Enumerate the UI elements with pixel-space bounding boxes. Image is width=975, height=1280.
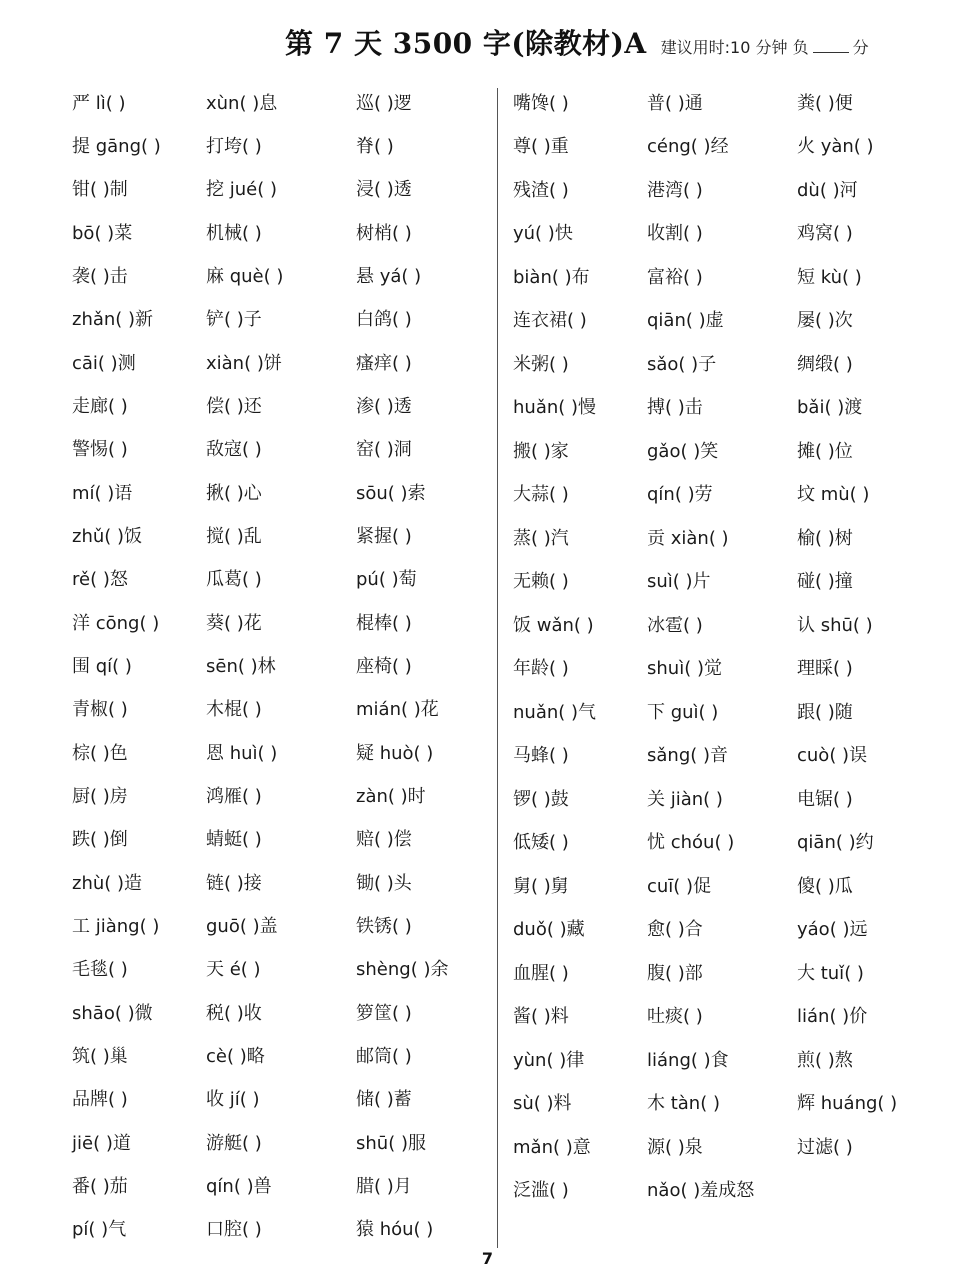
page-header [0,22,975,70]
exercise-item[interactable]: 税( )收 [206,1002,262,1024]
exercise-item[interactable]: 饭 wǎn( ) [513,614,594,636]
exercise-item[interactable]: shuì( )觉 [647,658,722,680]
exercise-item[interactable]: 树梢( ) [356,222,412,244]
exercise-item[interactable]: 收 jí( ) [206,1089,260,1111]
exercise-item[interactable]: 富裕( ) [647,266,703,288]
exercise-item[interactable]: xùn( )息 [206,92,278,114]
exercise-item[interactable]: 严 lì( ) [72,92,126,114]
exercise-item[interactable]: cuò( )误 [797,745,868,767]
exercise-item[interactable]: 提 gāng( ) [72,135,161,157]
exercise-item[interactable]: 源( )泉 [647,1136,703,1158]
exercise-item[interactable]: 紧握( ) [356,525,412,547]
exercise-item[interactable]: 蒸( )汽 [513,527,569,549]
exercise-item[interactable]: liáng( )食 [647,1049,729,1071]
exercise-item[interactable]: 无赖( ) [513,571,569,593]
exercise-item[interactable]: 坟 mù( ) [797,484,870,506]
exercise-item[interactable]: pí( )气 [72,1219,127,1241]
exercise-item[interactable]: yú( )快 [513,223,573,245]
exercise-item[interactable]: 厨( )房 [72,785,128,807]
exercise-item[interactable]: 链( )接 [206,872,262,894]
exercise-item[interactable]: céng( )经 [647,136,729,158]
exercise-item[interactable]: shāo( )微 [72,1002,153,1024]
exercise-item[interactable]: 悬 yá( ) [356,265,422,287]
exercise-item[interactable]: 辉 huáng( ) [797,1093,898,1115]
exercise-item[interactable]: mí( )语 [72,482,133,504]
exercise-item[interactable]: qín( )兽 [206,1175,272,1197]
exercise-item[interactable]: 吐痰( ) [647,1006,703,1028]
exercise-item[interactable]: 嘴馋( ) [513,92,569,114]
exercise-item[interactable]: 脊( ) [356,135,394,157]
exercise-item[interactable]: 葵( )花 [206,612,262,634]
exercise-item[interactable]: sǎo( )子 [647,353,717,375]
exercise-item[interactable]: 偿( )还 [206,395,262,417]
exercise-item[interactable]: 碰( )撞 [797,571,853,593]
exercise-item[interactable]: 搬( )家 [513,440,569,462]
exercise-item[interactable]: nuǎn( )气 [513,701,597,723]
exercise-item[interactable]: jiē( )道 [72,1132,131,1154]
exercise-item[interactable]: 青椒( ) [72,699,128,721]
exercise-item[interactable]: 煎( )熬 [797,1049,853,1071]
exercise-column-5 [641,80,791,1250]
exercise-item[interactable]: 收割( ) [647,223,703,245]
exercise-item[interactable]: 机械( ) [206,222,262,244]
exercise-item[interactable]: 大蒜( ) [513,484,569,506]
right-half [507,80,947,1250]
exercise-item[interactable]: 渗( )透 [356,395,412,417]
exercise-item[interactable]: 鸿雁( ) [206,785,262,807]
exercise-item[interactable]: 游艇( ) [206,1132,262,1154]
exercise-item[interactable]: 忧 chóu( ) [647,832,735,854]
exercise-item[interactable]: 打垮( ) [206,135,262,157]
exercise-item[interactable]: 铲( )子 [206,309,262,331]
exercise-item[interactable]: 连衣裙( ) [513,310,587,332]
exercise-item[interactable]: 邮筒( ) [356,1045,412,1067]
exercise-item[interactable]: 下 guì( ) [647,701,719,723]
exercise-item[interactable]: 鸡窝( ) [797,223,853,245]
exercise-item[interactable]: sǎng( )音 [647,745,729,767]
exercise-item[interactable]: cè( )略 [206,1045,265,1067]
exercise-item[interactable]: 口腔( ) [206,1219,262,1241]
exercise-item[interactable]: 酱( )料 [513,1006,569,1028]
exercise-item[interactable]: 天 é( ) [206,959,261,981]
exercise-item[interactable]: biàn( )布 [513,266,590,288]
exercise-item[interactable]: duǒ( )藏 [513,919,585,941]
score-blank[interactable] [813,38,849,53]
exercise-item[interactable]: 毛毯( ) [72,959,128,981]
exercise-item[interactable]: shèng( )余 [356,959,449,981]
exercise-item[interactable]: 短 kù( ) [797,266,862,288]
exercise-item[interactable]: nǎo( )羞成怒 [647,1180,755,1202]
exercise-item[interactable]: 火 yàn( ) [797,136,874,158]
exercise-item[interactable]: 港湾( ) [647,179,703,201]
exercise-item[interactable]: 舅( )舅 [513,875,569,897]
exercise-item[interactable]: 敌寇( ) [206,439,262,461]
exercise-item[interactable]: 蜻蜓( ) [206,829,262,851]
exercise-item[interactable]: 浸( )透 [356,179,412,201]
exercise-item[interactable]: zhǔ( )饭 [72,525,143,547]
exercise-item[interactable]: 麻 què( ) [206,265,284,287]
exercise-item[interactable]: 榆( )树 [797,527,853,549]
exercise-item[interactable]: bō( )菜 [72,222,133,244]
exercise-item[interactable]: 棍棒( ) [356,612,412,634]
exercise-item[interactable]: 白鸽( ) [356,309,412,331]
exercise-item[interactable]: 关 jiàn( ) [647,788,723,810]
exercise-item[interactable]: 尊( )重 [513,136,569,158]
left-half [66,80,506,1250]
exercise-item[interactable]: mián( )花 [356,699,439,721]
exercise-item[interactable]: 围 qí( ) [72,655,132,677]
exercise-item[interactable]: 巡( )逻 [356,92,412,114]
exercise-item[interactable]: 挖 jué( ) [206,179,277,201]
exercise-item[interactable]: 瓜葛( ) [206,569,262,591]
exercise-item[interactable]: 警惕( ) [72,439,128,461]
exercise-item[interactable]: 筑( )巢 [72,1045,128,1067]
exercise-item[interactable]: 疑 huò( ) [356,742,434,764]
exercise-item[interactable]: 电锯( ) [797,788,853,810]
exercise-item[interactable]: 米粥( ) [513,353,569,375]
exercise-item[interactable]: 锄( )头 [356,872,412,894]
exercise-item[interactable]: 血腥( ) [513,962,569,984]
time-advice [661,35,869,58]
exercise-item[interactable]: 泛滥( ) [513,1180,569,1202]
exercise-item[interactable]: qín( )劳 [647,484,713,506]
exercise-item[interactable]: 冰雹( ) [647,614,703,636]
exercise-item[interactable]: 跌( )倒 [72,829,128,851]
exercise-item[interactable]: 铁锈( ) [356,915,412,937]
exercise-item[interactable]: 腹( )部 [647,962,703,984]
exercise-item[interactable]: 番( )茄 [72,1175,128,1197]
exercise-item[interactable]: qiān( )虚 [647,310,724,332]
exercise-item[interactable]: 理睬( ) [797,658,853,680]
exercise-item[interactable]: mǎn( )意 [513,1136,591,1158]
exercise-item[interactable]: zàn( )时 [356,785,426,807]
exercise-item[interactable]: shū( )服 [356,1132,426,1154]
exercise-column-3 [350,80,500,1250]
exercise-item[interactable]: 锣( )鼓 [513,788,569,810]
exercise-item[interactable]: 洋 cōng( ) [72,612,160,634]
exercise-item[interactable]: 袭( )击 [72,265,128,287]
exercise-item[interactable]: 窑( )洞 [356,439,412,461]
exercise-item[interactable]: 搅( )乱 [206,525,262,547]
exercise-item[interactable]: rě( )怒 [72,569,128,591]
exercise-item[interactable]: sōu( )索 [356,482,426,504]
exercise-item[interactable]: zhù( )造 [72,872,143,894]
exercise-item[interactable]: lián( )价 [797,1006,868,1028]
exercise-item[interactable]: suì( )片 [647,571,711,593]
exercise-item[interactable]: qiān( )约 [797,832,874,854]
exercise-item[interactable]: 贡 xiàn( ) [647,527,729,549]
page-title: 第 7 天 3500 字(除教材)A [285,27,647,60]
exercise-item[interactable]: bǎi( )渡 [797,397,863,419]
exercise-item[interactable]: 摊( )位 [797,440,853,462]
exercise-item[interactable]: 残渣( ) [513,179,569,201]
exercise-item[interactable]: 马蜂( ) [513,745,569,767]
exercise-item[interactable]: 普( )通 [647,92,703,114]
exercise-item[interactable]: 箩筐( ) [356,1002,412,1024]
page-number: 7 [481,1249,494,1268]
exercise-item[interactable]: 木 tàn( ) [647,1093,720,1115]
exercise-item[interactable]: 棕( )色 [72,742,128,764]
exercise-item[interactable]: 走廊( ) [72,395,128,417]
exercise-item[interactable]: dù( )河 [797,179,858,201]
exercise-item[interactable]: 储( )蓄 [356,1089,412,1111]
exercise-item[interactable]: cuī( )促 [647,875,712,897]
exercise-item[interactable]: 腊( )月 [356,1175,412,1197]
exercise-item[interactable]: huǎn( )慢 [513,397,597,419]
exercise-item[interactable]: cāi( )测 [72,352,136,374]
exercise-item[interactable]: 粪( )便 [797,92,853,114]
exercise-column-2 [200,80,350,1250]
exercise-item[interactable]: xiàn( )饼 [206,352,282,374]
exercise-item[interactable]: 跟( )随 [797,701,853,723]
exercise-item[interactable]: 绸缎( ) [797,353,853,375]
exercise-item[interactable]: 钳( )制 [72,179,128,201]
exercise-item[interactable]: 赔( )偿 [356,829,412,851]
exercise-item[interactable]: 猿 hóu( ) [356,1219,434,1241]
exercise-item[interactable]: 低矮( ) [513,832,569,854]
exercise-item[interactable]: 木棍( ) [206,699,262,721]
exercise-item[interactable]: sù( )料 [513,1093,572,1115]
exercise-item[interactable]: 座椅( ) [356,655,412,677]
exercise-item[interactable]: 搏( )击 [647,397,703,419]
exercise-item[interactable]: guō( )盖 [206,915,278,937]
exercise-item[interactable]: 瘙痒( ) [356,352,412,374]
exercise-column-4 [507,80,641,1250]
exercise-item[interactable]: 年龄( ) [513,658,569,680]
exercise-item[interactable]: zhǎn( )新 [72,309,154,331]
exercise-column-6 [791,80,941,1250]
exercise-item[interactable]: sēn( )林 [206,655,276,677]
exercise-item[interactable]: 大 tuǐ( ) [797,962,864,984]
exercise-item[interactable]: 屡( )次 [797,310,853,332]
exercise-column-1 [66,80,200,1250]
exercise-item[interactable]: 恩 huì( ) [206,742,278,764]
exercise-item[interactable]: yùn( )律 [513,1049,585,1071]
exercise-item[interactable]: 愈( )合 [647,919,703,941]
exercise-item[interactable]: 过滤( ) [797,1136,853,1158]
advice-suffix: 分 [852,38,869,57]
exercise-item[interactable]: pú( )萄 [356,569,417,591]
advice-prefix: 建议用时:10 分钟 负 [660,38,809,57]
exercise-item[interactable]: 傻( )瓜 [797,875,853,897]
exercise-item[interactable]: 品牌( ) [72,1089,128,1111]
exercise-item[interactable]: 认 shū( ) [797,614,873,636]
exercise-item[interactable]: 揪( )心 [206,482,262,504]
exercise-item[interactable]: gǎo( )笑 [647,440,719,462]
exercise-item[interactable]: yáo( )远 [797,919,868,941]
column-divider [497,88,498,1248]
exercise-item[interactable]: 工 jiàng( ) [72,915,160,937]
